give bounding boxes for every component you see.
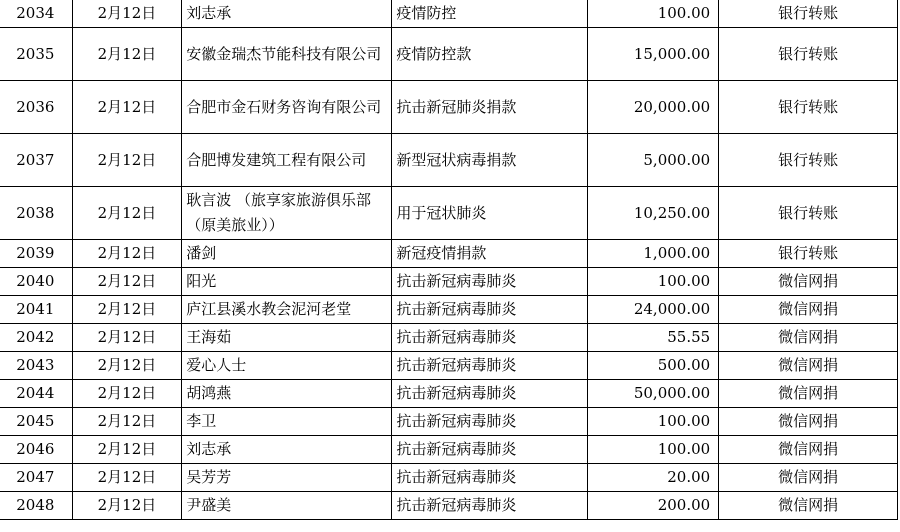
- date-cell: 2月12日: [72, 134, 182, 187]
- donor-cell: 阳光: [182, 268, 392, 296]
- purpose-cell: 新型冠状病毒捐款: [392, 134, 587, 187]
- payment-method-cell: 微信网捐: [719, 296, 898, 324]
- donor-cell: 刘志承: [182, 436, 392, 464]
- table-row: [0, 436, 898, 464]
- payment-method-cell: 微信网捐: [719, 492, 898, 520]
- amount-cell: 5,000.00: [587, 134, 719, 187]
- donor-cell: 王海茹: [182, 324, 392, 352]
- amount-cell: 100.00: [587, 268, 719, 296]
- payment-method-cell: 微信网捐: [719, 464, 898, 492]
- table-row: [0, 268, 898, 296]
- donor-cell: 胡鸿燕: [182, 380, 392, 408]
- payment-method-cell: 微信网捐: [719, 380, 898, 408]
- record-number-cell: 2044: [0, 380, 72, 408]
- date-cell: 2月12日: [72, 436, 182, 464]
- purpose-cell: 抗击新冠病毒肺炎: [392, 324, 587, 352]
- table-row: [0, 492, 898, 520]
- payment-method-cell: 银行转账: [719, 187, 898, 240]
- date-cell: 2月12日: [72, 240, 182, 268]
- table-row: [0, 324, 898, 352]
- purpose-cell: 抗击新冠病毒肺炎: [392, 408, 587, 436]
- table-row: [0, 296, 898, 324]
- amount-cell: 500.00: [587, 352, 719, 380]
- record-number-cell: 2046: [0, 436, 72, 464]
- payment-method-cell: 微信网捐: [719, 436, 898, 464]
- amount-cell: 55.55: [587, 324, 719, 352]
- date-cell: 2月12日: [72, 268, 182, 296]
- date-cell: 2月12日: [72, 352, 182, 380]
- purpose-cell: 新冠疫情捐款: [392, 240, 587, 268]
- date-cell: 2月12日: [72, 81, 182, 134]
- amount-cell: 24,000.00: [587, 296, 719, 324]
- amount-cell: 100.00: [587, 436, 719, 464]
- table-row: [0, 187, 898, 240]
- table-row: [0, 0, 898, 28]
- purpose-cell: 抗击新冠病毒肺炎: [392, 268, 587, 296]
- record-number-cell: 2045: [0, 408, 72, 436]
- donor-cell: 爱心人士: [182, 352, 392, 380]
- donor-cell: 耿言波 （旅享家旅游俱乐部（原美旅业））: [182, 187, 392, 240]
- table-row: [0, 81, 898, 134]
- amount-cell: 100.00: [587, 408, 719, 436]
- purpose-cell: 抗击新冠病毒肺炎: [392, 436, 587, 464]
- record-number-cell: 2043: [0, 352, 72, 380]
- date-cell: 2月12日: [72, 492, 182, 520]
- record-number-cell: 2036: [0, 81, 72, 134]
- record-number-cell: 2041: [0, 296, 72, 324]
- payment-method-cell: 银行转账: [719, 240, 898, 268]
- table-row: [0, 28, 898, 81]
- date-cell: 2月12日: [72, 28, 182, 81]
- purpose-cell: 抗击新冠病毒肺炎: [392, 492, 587, 520]
- record-number-cell: 2038: [0, 187, 72, 240]
- table-row: [0, 352, 898, 380]
- payment-method-cell: 银行转账: [719, 0, 898, 28]
- purpose-cell: 抗击新冠病毒肺炎: [392, 380, 587, 408]
- purpose-cell: 用于冠状肺炎: [392, 187, 587, 240]
- record-number-cell: 2035: [0, 28, 72, 81]
- payment-method-cell: 微信网捐: [719, 324, 898, 352]
- purpose-cell: 抗击新冠病毒肺炎: [392, 296, 587, 324]
- donor-cell: 合肥市金石财务咨询有限公司: [182, 81, 392, 134]
- record-number-cell: 2034: [0, 0, 72, 28]
- date-cell: 2月12日: [72, 380, 182, 408]
- amount-cell: 100.00: [587, 0, 719, 28]
- donor-cell: 吴芳芳: [182, 464, 392, 492]
- payment-method-cell: 微信网捐: [719, 268, 898, 296]
- purpose-cell: 抗击新冠肺炎捐款: [392, 81, 587, 134]
- table-row: [0, 134, 898, 187]
- purpose-cell: 疫情防控款: [392, 28, 587, 81]
- date-cell: 2月12日: [72, 0, 182, 28]
- purpose-cell: 抗击新冠病毒肺炎: [392, 464, 587, 492]
- payment-method-cell: 微信网捐: [719, 352, 898, 380]
- amount-cell: 15,000.00: [587, 28, 719, 81]
- payment-method-cell: 银行转账: [719, 134, 898, 187]
- date-cell: 2月12日: [72, 324, 182, 352]
- amount-cell: 20.00: [587, 464, 719, 492]
- date-cell: 2月12日: [72, 464, 182, 492]
- donor-cell: 庐江县溪水教会泥河老堂: [182, 296, 392, 324]
- donor-cell: 尹盛美: [182, 492, 392, 520]
- table-row: [0, 240, 898, 268]
- donor-cell: 潘剑: [182, 240, 392, 268]
- table-row: [0, 408, 898, 436]
- payment-method-cell: 微信网捐: [719, 408, 898, 436]
- amount-cell: 1,000.00: [587, 240, 719, 268]
- date-cell: 2月12日: [72, 187, 182, 240]
- donor-cell: 刘志承: [182, 0, 392, 28]
- purpose-cell: 疫情防控: [392, 0, 587, 28]
- record-number-cell: 2039: [0, 240, 72, 268]
- record-number-cell: 2037: [0, 134, 72, 187]
- amount-cell: 50,000.00: [587, 380, 719, 408]
- record-number-cell: 2040: [0, 268, 72, 296]
- payment-method-cell: 银行转账: [719, 81, 898, 134]
- record-number-cell: 2042: [0, 324, 72, 352]
- table-row: [0, 380, 898, 408]
- amount-cell: 10,250.00: [587, 187, 719, 240]
- donor-cell: 合肥博发建筑工程有限公司: [182, 134, 392, 187]
- date-cell: 2月12日: [72, 296, 182, 324]
- date-cell: 2月12日: [72, 408, 182, 436]
- record-number-cell: 2048: [0, 492, 72, 520]
- record-number-cell: 2047: [0, 464, 72, 492]
- amount-cell: 200.00: [587, 492, 719, 520]
- table-row: [0, 464, 898, 492]
- donor-cell: 李卫: [182, 408, 392, 436]
- amount-cell: 20,000.00: [587, 81, 719, 134]
- purpose-cell: 抗击新冠病毒肺炎: [392, 352, 587, 380]
- donor-cell: 安徽金瑞杰节能科技有限公司: [182, 28, 392, 81]
- payment-method-cell: 银行转账: [719, 28, 898, 81]
